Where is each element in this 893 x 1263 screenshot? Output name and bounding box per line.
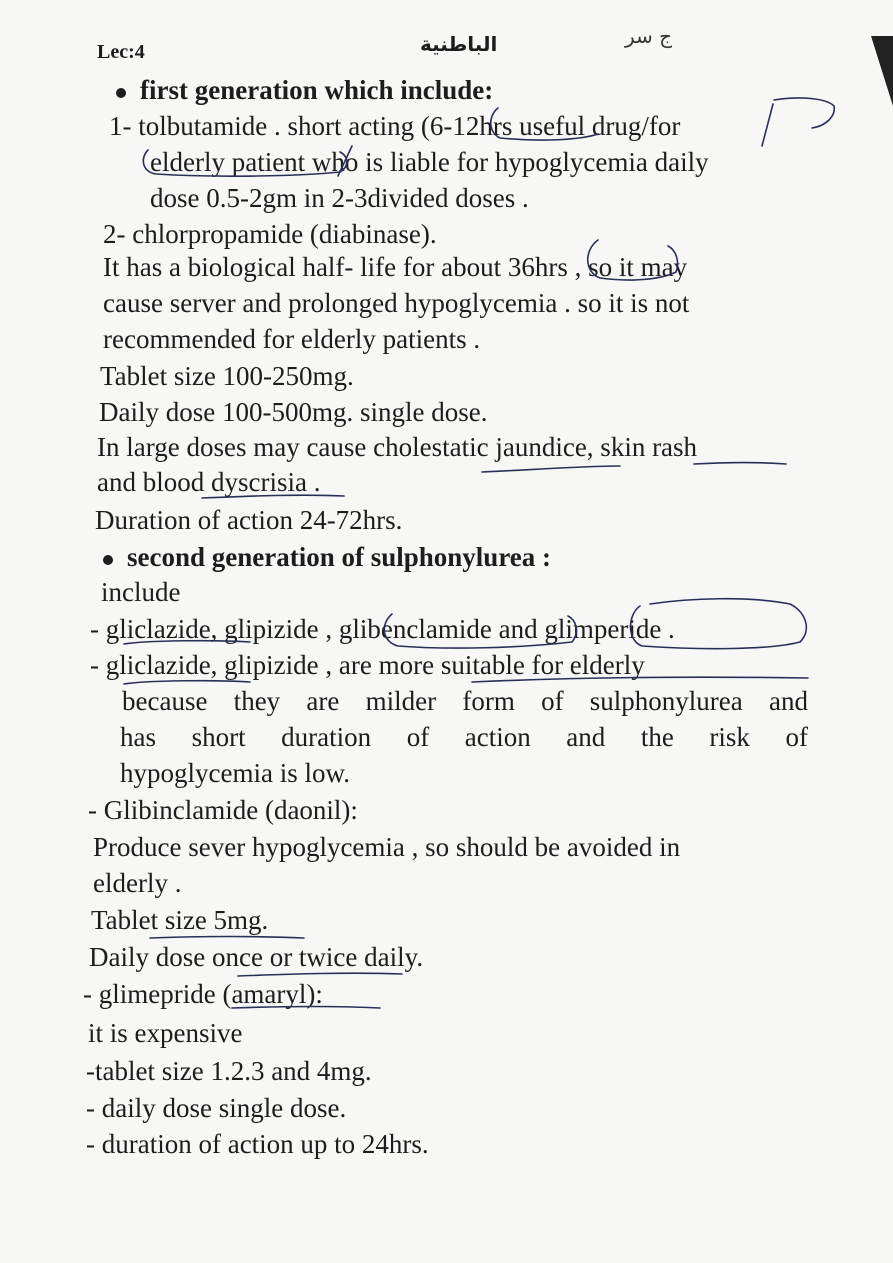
text-line: elderly . [93,868,182,898]
text-line: - gliclazide, glipizide , glibenclamide and glimperide . [90,614,675,644]
bullet-icon [116,88,126,98]
text-line: 1- tolbutamide . short acting (6-12hrs useful drug/for [109,111,681,141]
text-line: - Glibinclamide (daonil): [88,795,358,825]
pen-underline-mark [774,98,834,128]
text-line: In large doses may cause cholestatic jaundice, skin rash [97,432,698,462]
text-line: -tablet size 1.2.3 and 4mg. [86,1056,372,1086]
text-line: include [101,577,181,607]
lecture-number: Lec:4 [97,41,145,63]
text-line: - glimepride (amaryl): [83,979,323,1009]
text-line: cause server and prolonged hypoglycemia . so it is not [103,288,690,318]
header-arabic-right: ج سر [625,24,673,48]
pen-underline-mark [482,466,620,472]
text-line: - duration of action up to 24hrs. [86,1129,429,1159]
heading-first-generation: first generation which include: [140,75,494,105]
text-line: because they are milder form of sulphonylurea and [122,686,808,716]
bullet-first-generation [116,73,493,107]
text-line: Daily dose 100-500mg. single dose. [99,397,488,427]
text-line: and blood dyscrisia . [97,467,321,497]
text-line: elderly patient who is liable for hypoglycemia daily [150,147,709,177]
text-line: has short duration of action and the risk of [120,722,808,752]
text-line: Tablet size 5mg. [91,905,269,935]
text-line: - gliclazide, glipizide , are more suitable for elderly [90,650,645,680]
text-line: 2- chlorpropamide (diabinase). [103,219,437,249]
text-line: Duration of action 24-72hrs. [95,505,403,535]
heading-second-generation: second generation of sulphonylurea : [127,542,552,572]
text-line: it is expensive [88,1018,243,1048]
header-arabic-title: الباطنية [420,32,498,56]
text-line: - daily dose single dose. [86,1093,347,1123]
bullet-second-generation [103,540,551,574]
text-line: recommended for elderly patients . [103,324,481,354]
text-line: hypoglycemia is low. [120,758,350,788]
text-line: It has a biological half- life for about 36hrs , so it may [103,252,688,282]
text-line: Tablet size 100-250mg. [100,361,354,391]
text-line: dose 0.5-2gm in 2-3divided doses . [150,183,529,213]
text-line: Produce sever hypoglycemia , so should be avoided in [93,832,681,862]
text-line: Daily dose once or twice daily. [89,942,424,972]
pen-slash-mark [762,104,773,146]
bullet-icon [103,555,113,565]
page-corner-shadow [871,36,893,106]
pen-underline-mark [694,463,786,465]
